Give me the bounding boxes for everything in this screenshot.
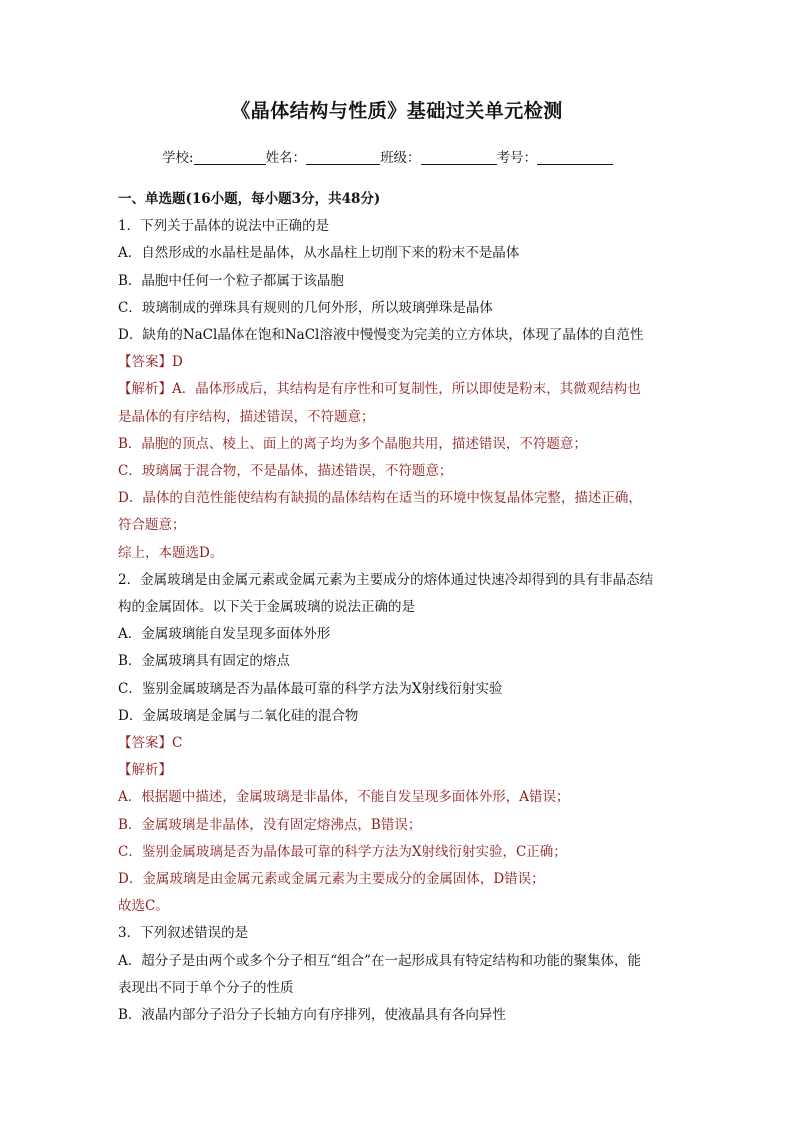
q3-option-b: B．液晶内部分子沿分子长轴方向有序排列，使液晶具有各向异性: [118, 1007, 506, 1024]
q3-option-a-cont: 表现出不同于单个分子的性质: [118, 979, 294, 996]
school-label: 学校:: [162, 150, 194, 166]
q1-analysis-label: 【解析】: [118, 381, 172, 398]
q2-analysis-b: B．金属玻璃是非晶体，没有固定熔沸点，B错误；: [118, 816, 422, 833]
q1-summary: 综上，本题选D。: [118, 544, 224, 561]
class-blank: [421, 150, 497, 165]
exam-no-blank: [537, 150, 613, 165]
q1-option-c: C．玻璃制成的弹珠具有规则的几何外形，所以玻璃弹珠是晶体: [118, 299, 493, 316]
q1-analysis-d-cont: 符合题意；: [118, 517, 186, 534]
school-blank: [194, 150, 266, 165]
q2-summary: 故选C。: [118, 898, 169, 915]
q1-analysis-a-cont: 是晶体的有序结构，描述错误，不符题意；: [118, 408, 375, 425]
exam-no-label: 考号：: [496, 150, 538, 166]
page-title: 《晶体结构与性质》基础过关单元检测: [231, 100, 563, 122]
section-heading: 一、单选题(16小题，每小题3分，共48分): [118, 191, 381, 207]
q2-option-c: C．鉴别金属玻璃是否为晶体最可靠的科学方法为X射线衍射实验: [118, 680, 503, 697]
q1-analysis-b: B．晶胞的顶点、棱上、面上的离子均为多个晶胞共用，描述错误，不符题意；: [118, 435, 587, 452]
q1-option-b: B．晶胞中任何一个粒子都属于该晶胞: [118, 272, 344, 289]
q1-stem: 1．下列关于晶体的说法中正确的是: [118, 218, 330, 235]
q1-analysis-a-text: A．晶体形成后，其结构是有序性和可复制性，所以即使是粉末，其微观结构也: [172, 381, 641, 398]
q2-answer: 【答案】C: [118, 735, 183, 752]
q2-analysis-label: 【解析】: [118, 762, 172, 779]
class-label: 班级：: [380, 150, 421, 166]
q2-stem: 2．金属玻璃是由金属元素或金属元素为主要成分的熔体通过快速冷却得到的具有非晶态结: [118, 571, 654, 588]
name-label: 姓名：: [265, 150, 307, 166]
q2-option-d: D．金属玻璃是金属与二氧化硅的混合物: [118, 707, 359, 724]
q1-analysis-d: D．晶体的自范性能使结构有缺损的晶体结构在适当的环境中恢复晶体完整，描述正确，: [118, 490, 642, 507]
q2-stem-cont: 构的金属固体。以下关于金属玻璃的说法正确的是: [118, 599, 415, 616]
q2-option-a: A．金属玻璃能自发呈现多面体外形: [118, 626, 331, 643]
q1-analysis-a: [118, 376, 688, 403]
name-blank: [306, 150, 380, 165]
q3-option-a: A．超分子是由两个或多个分子相互“组合”在一起形成具有特定结构和功能的聚集体，能: [118, 952, 642, 969]
q2-option-b: B．金属玻璃具有固定的熔点: [118, 653, 290, 670]
student-info-line: [162, 146, 613, 166]
q1-option-a: A．自然形成的水晶柱是晶体，从水晶柱上切削下来的粉末不是晶体: [118, 245, 520, 262]
q1-answer: 【答案】D: [118, 354, 183, 371]
q3-stem: 3．下列叙述错误的是: [118, 925, 249, 942]
q2-analysis-c: C．鉴别金属玻璃是否为晶体最可靠的科学方法为X射线衍射实验，C正确；: [118, 843, 567, 860]
q2-analysis-a: A．根据题中描述，金属玻璃是非晶体，不能自发呈现多面体外形，A错误；: [118, 789, 570, 806]
q2-analysis-d: D．金属玻璃是由金属元素或金属元素为主要成分的金属固体，D错误；: [118, 871, 545, 888]
q1-option-d: D．缺角的NaCl晶体在饱和NaCl溶液中慢慢变为完美的立方体块，体现了晶体的自范性: [118, 327, 644, 344]
exam-content: [118, 186, 688, 1029]
q1-analysis-c: C．玻璃属于混合物，不是晶体，描述错误，不符题意；: [118, 463, 453, 480]
